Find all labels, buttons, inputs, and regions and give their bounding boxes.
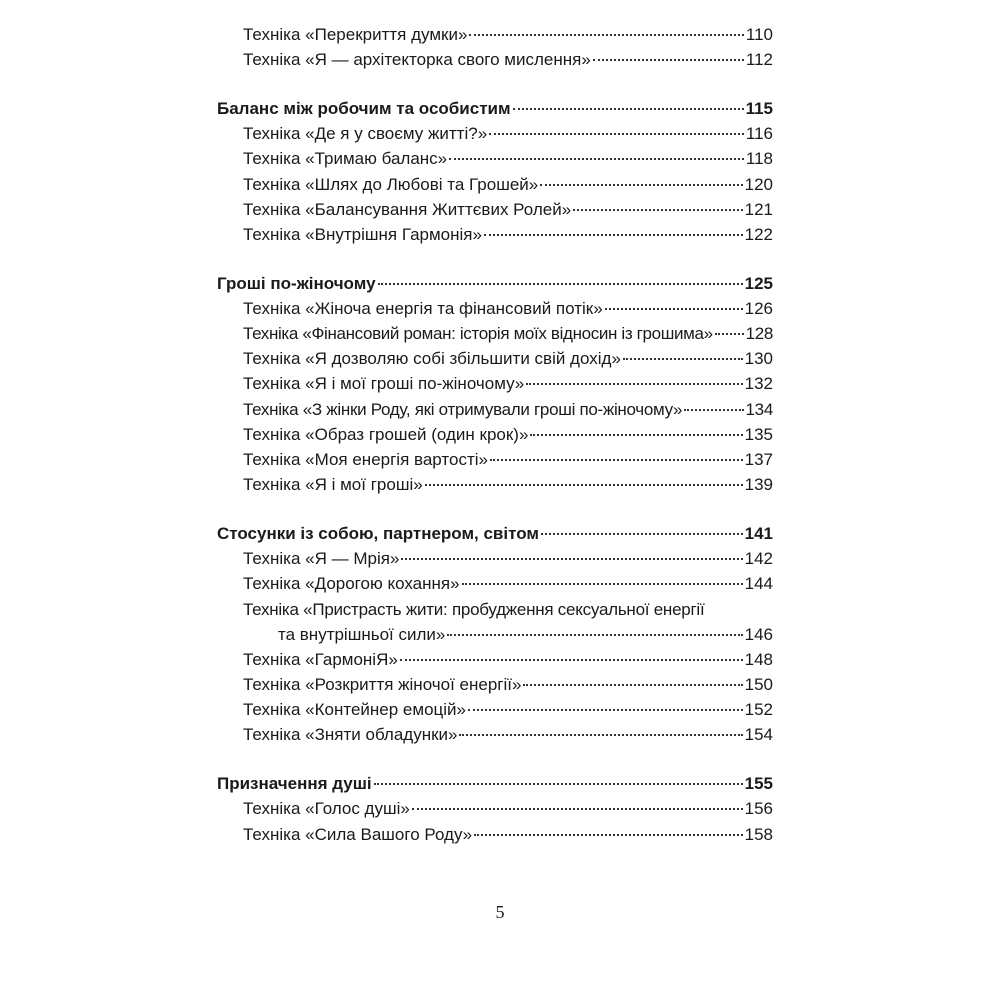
toc-entry-page: 144	[744, 574, 773, 594]
toc-entry-continuation	[217, 622, 773, 647]
toc-section-heading	[217, 96, 773, 121]
toc-entry	[217, 321, 773, 346]
toc-section-page: 155	[744, 774, 773, 794]
toc-entry	[217, 447, 773, 472]
toc-leader-dots	[715, 333, 744, 335]
toc-entry-title: Техніка «ГармоніЯ»	[243, 649, 398, 669]
toc-entry-page: 139	[744, 475, 773, 495]
toc-leader-dots	[540, 184, 742, 186]
toc-entry-title: Техніка «Я — архітекторка свого мислення»	[243, 50, 591, 70]
toc-leader-dots	[530, 434, 742, 436]
table-of-contents	[217, 22, 773, 847]
toc-entry	[217, 422, 773, 447]
page-number: 5	[495, 902, 505, 922]
toc-entry-page: 110	[745, 25, 773, 44]
toc-leader-dots	[484, 234, 743, 236]
toc-section-heading	[217, 771, 773, 796]
toc-entry	[217, 697, 773, 722]
toc-entry-title: Техніка «Контейнер емоцій»	[243, 700, 466, 720]
toc-entry-page: 132	[744, 374, 773, 394]
toc-section-title: Гроші по-жіночому	[217, 273, 376, 293]
toc-section-page: 141	[744, 523, 773, 543]
toc-entry	[217, 546, 773, 571]
toc-entry-title-continuation: та внутрішньої сили»	[278, 624, 446, 644]
toc-leader-dots	[412, 808, 743, 810]
toc-entry	[217, 222, 773, 247]
toc-entry	[217, 146, 773, 171]
toc-entry	[217, 822, 773, 847]
toc-entry-title: Техніка «Дорогою кохання»	[243, 574, 460, 594]
toc-entry-title: Техніка «Шлях до Любові та Грошей»	[243, 174, 539, 194]
toc-entry-page: 126	[744, 298, 773, 318]
toc-entry-page: 158	[744, 824, 773, 844]
toc-entry	[217, 722, 773, 747]
toc-entry-page: 142	[744, 549, 773, 569]
toc-leader-dots	[541, 533, 743, 535]
toc-entry-title: Техніка «Тримаю баланс»	[243, 149, 448, 169]
toc-entry-page: 121	[744, 199, 773, 219]
toc-leader-dots	[401, 558, 742, 560]
toc-entry-page: 112	[745, 50, 773, 70]
toc-entry-page: 148	[744, 649, 773, 669]
toc-entry	[217, 571, 773, 596]
toc-entry-page: 146	[744, 624, 773, 644]
toc-entry-title: Техніка «Сила Вашого Роду»	[243, 824, 473, 844]
toc-leader-dots	[447, 634, 742, 636]
toc-entry-title: Техніка «Пристрасть жити: пробудження сексуальної енергії	[243, 599, 705, 619]
toc-leader-dots	[526, 383, 742, 385]
toc-section-heading	[217, 271, 773, 296]
toc-section-title: Баланс між робочим та особистим	[217, 98, 511, 118]
toc-entry-page: 128	[745, 324, 773, 344]
toc-entry-title: Техніка «Я і мої гроші»	[243, 475, 423, 495]
toc-entry-page: 134	[745, 399, 773, 419]
toc-entry	[217, 397, 773, 422]
toc-entry-page: 154	[744, 725, 773, 745]
toc-section-title: Стосунки із собою, партнером, світом	[217, 523, 539, 543]
toc-entry-title: Техніка «Я і мої гроші по-жіночому»	[243, 374, 525, 394]
toc-entry	[217, 296, 773, 321]
toc-leader-dots	[459, 734, 742, 736]
toc-entry-page: 152	[744, 700, 773, 720]
toc-entry-page: 130	[744, 349, 773, 369]
toc-entry	[217, 472, 773, 497]
toc-entry	[217, 22, 773, 47]
toc-entry	[217, 672, 773, 697]
toc-entry-page: 156	[744, 799, 773, 819]
toc-entry-title: Техніка «Балансування Життєвих Ролей»	[243, 199, 572, 219]
toc-entry-title: Техніка «Зняти обладунки»	[243, 725, 458, 745]
toc-section-page: 125	[744, 273, 773, 293]
toc-section-title: Призначення душі	[217, 774, 372, 794]
toc-entry-page: 122	[744, 224, 773, 244]
toc-leader-dots	[425, 484, 743, 486]
toc-entry-title: Техніка «Моя енергія вартості»	[243, 450, 488, 469]
toc-leader-dots	[474, 834, 743, 836]
toc-entry	[217, 796, 773, 821]
toc-entry-title: Техніка «З жінки Роду, які отримували гроші по-жіночому»	[243, 399, 683, 419]
toc-leader-dots	[605, 308, 743, 310]
toc-section-heading	[217, 521, 773, 546]
toc-leader-dots	[490, 459, 743, 461]
toc-leader-dots	[374, 783, 743, 785]
toc-leader-dots	[684, 409, 743, 411]
toc-entry-page: 137	[744, 450, 773, 469]
toc-entry-page: 116	[745, 124, 773, 144]
toc-leader-dots	[468, 709, 743, 711]
toc-entry	[217, 172, 773, 197]
toc-leader-dots	[489, 133, 744, 135]
toc-entry-page: 150	[744, 675, 773, 695]
toc-leader-dots	[462, 583, 743, 585]
toc-entry-title: Техніка «Жіноча енергія та фінансовий потік»	[243, 298, 603, 318]
toc-entry-title: Техніка «Я — Мрія»	[243, 549, 400, 569]
toc-entry	[217, 47, 773, 72]
toc-entry-title: Техніка «Образ грошей (один крок)»	[243, 424, 529, 444]
toc-leader-dots	[513, 108, 744, 110]
toc-entry-page: 120	[744, 174, 773, 194]
toc-section-page: 115	[745, 98, 773, 118]
toc-leader-dots	[400, 659, 743, 661]
toc-leader-dots	[378, 283, 743, 285]
toc-entry-title: Техніка «Де я у своєму житті?»	[243, 124, 488, 144]
toc-entry-title: Техніка «Перекриття думки»	[243, 25, 468, 44]
toc-entry	[217, 371, 773, 396]
toc-leader-dots	[449, 158, 744, 160]
toc-entry-title: Техніка «Розкриття жіночої енергії»	[243, 675, 522, 695]
toc-entry-title: Техніка «Я дозволяю собі збільшити свій дохід»	[243, 349, 621, 369]
toc-entry-page: 118	[745, 149, 773, 169]
toc-entry	[217, 346, 773, 371]
toc-entry-title: Техніка «Голос душі»	[243, 799, 410, 819]
toc-leader-dots	[523, 684, 742, 686]
toc-entry	[217, 647, 773, 672]
toc-entry-title: Техніка «Внутрішня Гармонія»	[243, 224, 482, 244]
toc-entry	[217, 197, 773, 222]
toc-entry-multiline-start	[217, 597, 773, 622]
toc-leader-dots	[623, 358, 743, 360]
toc-leader-dots	[469, 34, 743, 36]
toc-leader-dots	[593, 59, 744, 61]
toc-leader-dots	[573, 209, 742, 211]
toc-entry	[217, 121, 773, 146]
toc-entry-title: Техніка «Фінансовий роман: історія моїх відносин із грошима»	[243, 324, 713, 344]
toc-entry-page: 135	[744, 424, 773, 444]
